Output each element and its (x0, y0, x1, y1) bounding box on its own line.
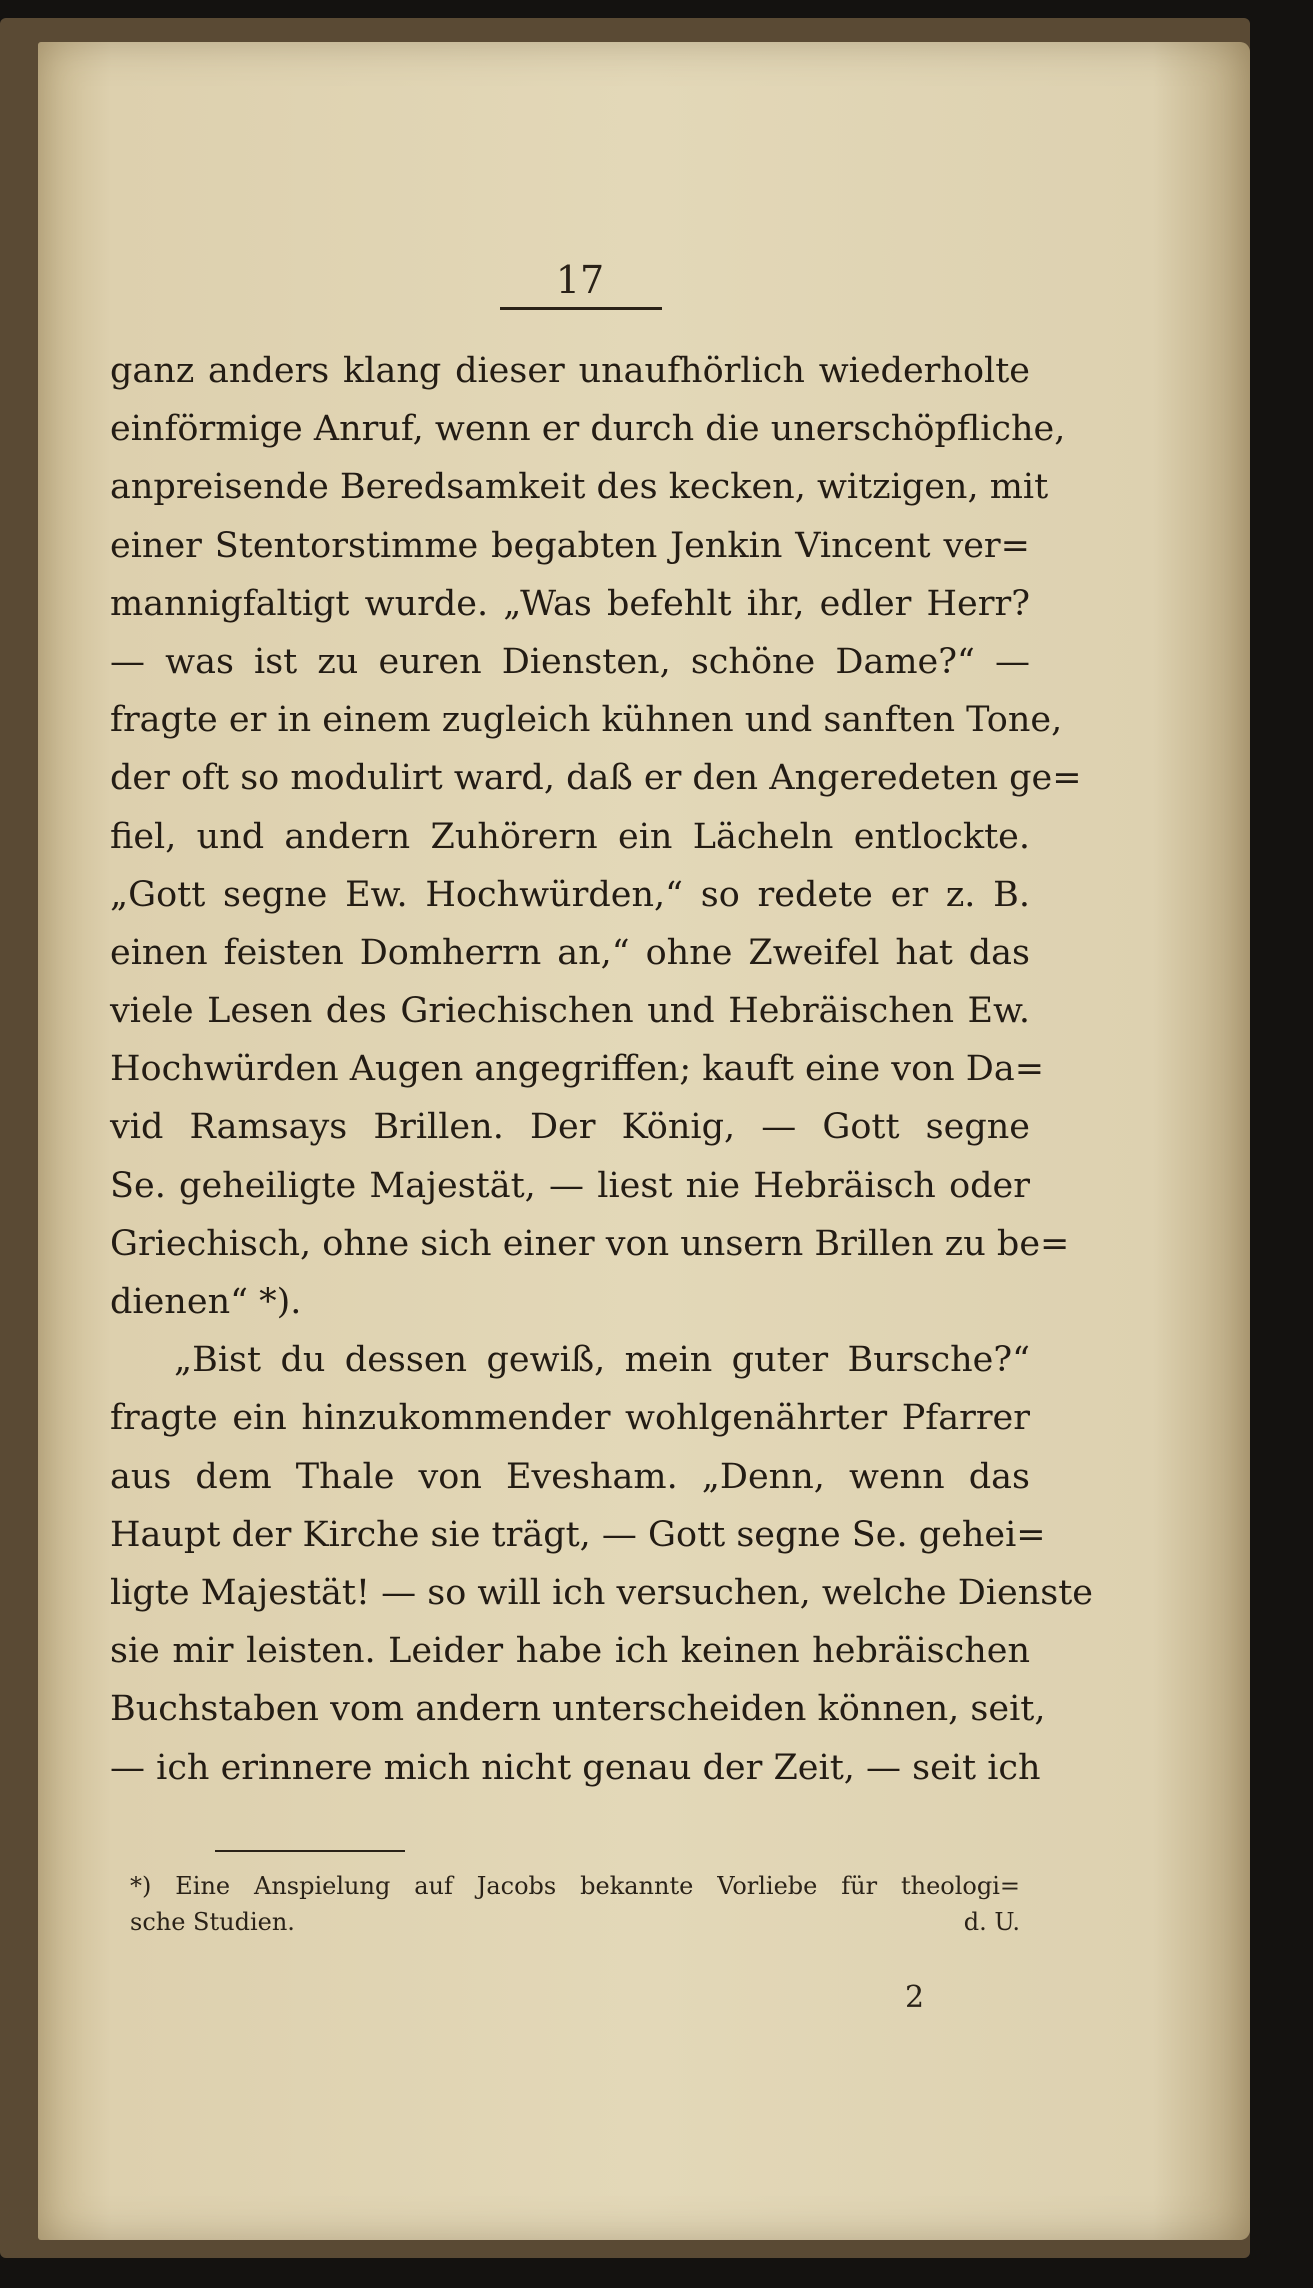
text-line: ligte Majestät! — so will ich versuchen, welche Dienste (110, 1572, 1093, 1613)
text-line: „Gott segne Ew. Hochwürden,“ so redete er z. B. (110, 874, 1030, 915)
text-line: Hochwürden Augen angegriffen; kauft eine von Da= (110, 1049, 1045, 1090)
text-line: sie mir leisten. Leider habe ich keinen hebräischen (110, 1631, 1030, 1672)
footnote-line: *) Eine Anspielung auf Jacobs bekannte Vorliebe für theologi= (130, 1872, 1020, 1900)
printer-signature-mark: 2 (905, 1980, 925, 2015)
text-line: Buchstaben vom andern unterscheiden können, seit, (110, 1689, 1046, 1730)
text-line: ganz anders klang dieser unaufhörlich wiederholte (110, 351, 1030, 391)
text-line: mannigfaltigt wurde. „Was befehlt ihr, edler Herr? (110, 583, 1030, 624)
text-line: Griechisch, ohne sich einer von unsern Brillen zu be= (110, 1223, 1070, 1264)
text-line: fiel, und andern Zuhörern ein Lächeln entlockte. (110, 816, 1030, 857)
text-line: fragte ein hinzukommender wohlgenährter Pfarrer (110, 1398, 1030, 1439)
footnote-line: sche Studien. (130, 1908, 295, 1936)
footnote-signature: d. U. (963, 1908, 1020, 1936)
footnote-rule (215, 1850, 405, 1852)
text-line: — was ist zu euren Diensten, schöne Dame?“ — (110, 641, 1030, 682)
page-number: 17 (555, 258, 605, 302)
text-line: Haupt der Kirche sie trägt, — Gott segne Se. gehei= (110, 1514, 1046, 1555)
footnote (130, 1868, 1020, 1940)
text-line: anpreisende Beredsamkeit des kecken, witzigen, mit (110, 467, 1049, 508)
text-line: einen feisten Domherrn an,“ ohne Zweifel hat das (110, 932, 1030, 973)
body-text (110, 342, 1093, 1797)
text-line: vid Ramsays Brillen. Der König, — Gott segne (110, 1107, 1030, 1148)
text-line: „Bist du dessen gewiß, mein guter Bursche?“ (174, 1340, 1030, 1381)
text-line: viele Lesen des Griechischen und Hebräischen Ew. (110, 991, 1030, 1032)
text-line: — ich erinnere mich nicht genau der Zeit, — seit ich (110, 1747, 1041, 1788)
header-rule (500, 307, 662, 310)
text-line: dienen“ *). (110, 1282, 302, 1322)
text-line: einförmige Anruf, wenn er durch die unerschöpfliche, (110, 409, 1066, 450)
text-line: einer Stentorstimme begabten Jenkin Vincent ver= (110, 525, 1030, 566)
text-line: Se. geheiligte Majestät, — liest nie Hebräisch oder (110, 1165, 1030, 1206)
text-line: aus dem Thale von Evesham. „Denn, wenn das (110, 1456, 1030, 1497)
text-line: fragte er in einem zugleich kühnen und sanften Tone, (110, 700, 1063, 741)
text-line: der oft so modulirt ward, daß er den Angeredeten ge= (110, 758, 1082, 799)
